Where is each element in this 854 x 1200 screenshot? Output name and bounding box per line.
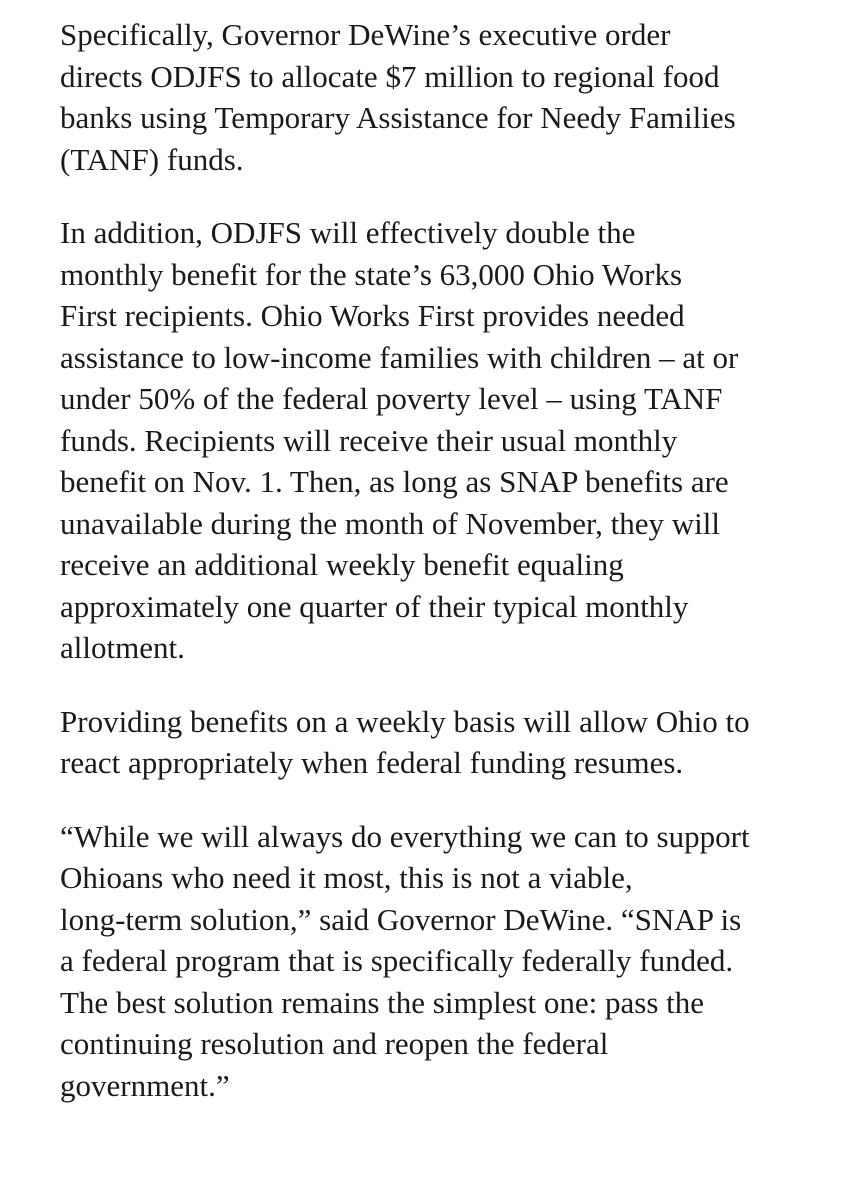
article-body — [60, 14, 840, 1138]
paragraph-weekly-benefits: Providing benefits on a weekly basis will allow Ohio to react appropriately when federal funding resumes. — [60, 703, 750, 780]
paragraph-governor-quote: “While we will always do everything we can to support Ohioans who need it most, this is not a viable, long-term solution,” said Governor DeWine. “SNAP is a federal program that is specifically federally funded. The best solution remains the simplest one: pass the continuing resolution and reopen the federal government.” — [60, 818, 750, 1103]
paragraph-ohio-works-first: In addition, ODJFS will effectively double the monthly benefit for the state’s 63,000 Ohio Works First recipients. Ohio Works First provides needed assistance to low-income families with children – at or under 50% of the federal poverty level – using TANF funds. Recipients will receive their usual monthly benefit on Nov. 1. Then, as long as SNAP benefits are unavailable during the month of November, they will receive an additional weekly benefit equaling approximately one quarter of their typical monthly allotment. — [60, 215, 739, 665]
paragraph-executive-order: Specifically, Governor DeWine’s executive order directs ODJFS to allocate $7 million to regional food banks using Temporary Assistance for Needy Families (TANF) funds. — [60, 17, 736, 177]
